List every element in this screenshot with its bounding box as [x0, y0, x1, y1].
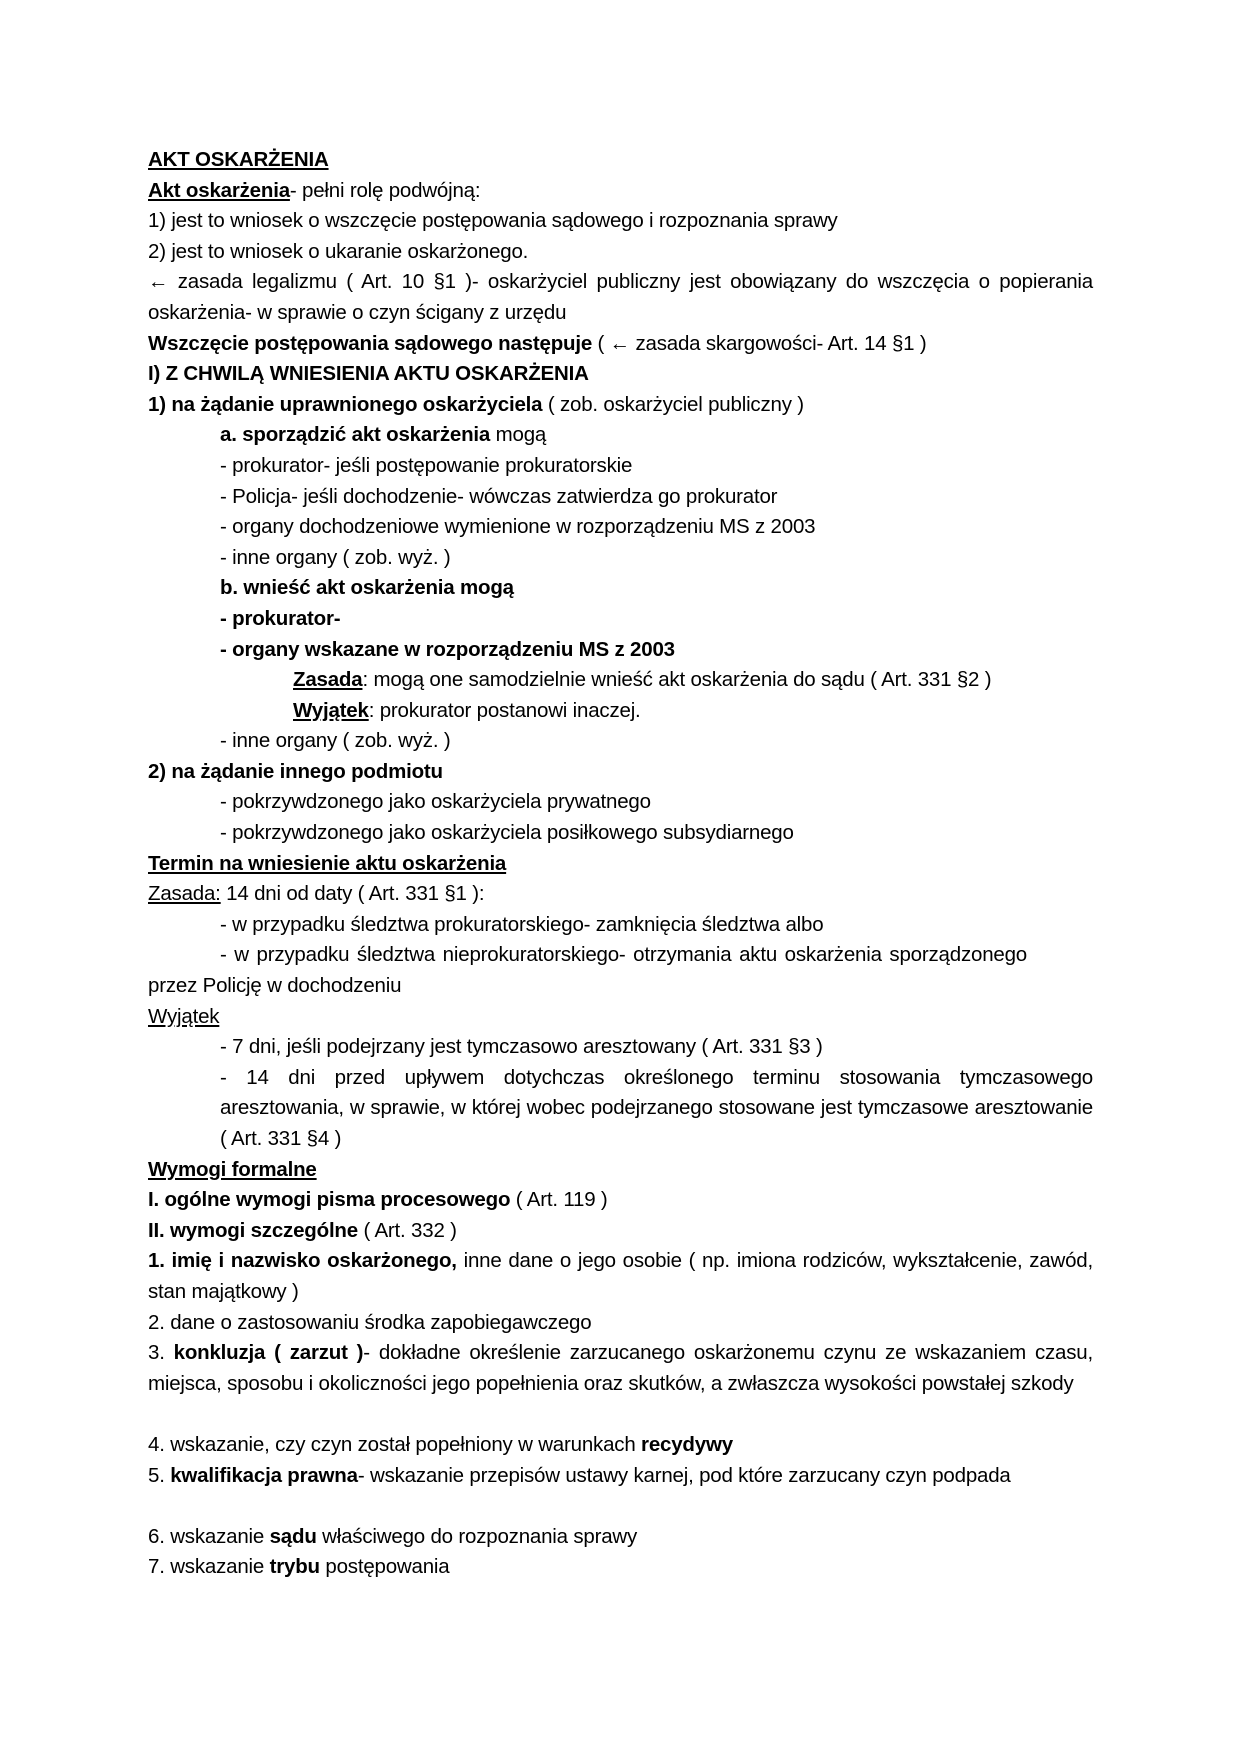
requirement-7-rest: postępowania	[319, 1555, 450, 1579]
requirement-6-bold: sądu	[269, 1524, 317, 1548]
requirement-5	[148, 1461, 1093, 1522]
intro-term: Akt oskarżenia	[148, 178, 290, 202]
wymogi-general	[148, 1185, 1093, 1216]
intro-rest: - pełni rolę podwójną:	[289, 178, 481, 202]
termin-zasada-line	[148, 879, 1093, 910]
termin-item2a: - w przypadku śledztwa nieprokuratorskiego- otrzymania aktu oskarżenia sporządzonego	[220, 943, 1027, 967]
wymogi-heading: Wymogi formalne	[148, 1157, 317, 1181]
list-item: - 14 dni przed upływem dotychczas określonego terminu stosowania tymczasowego aresztowania, w sprawie, w której wobec podejrzanego stosowane jest tymczasowe aresztowanie ( Art. 331 §4 )	[220, 1065, 1093, 1150]
section1-heading: I) Z CHWILĄ WNIESIENIA AKTU OSKARŻENIA	[148, 362, 589, 386]
requirement-6-rest: właściwego do rozpoznania sprawy	[316, 1524, 638, 1548]
list-item: - 7 dni, jeśli podejrzany jest tymczasowo aresztowany ( Art. 331 §3 )	[220, 1035, 823, 1059]
wszczecie-line	[148, 329, 1093, 360]
list-item: - prokurator- jeśli postępowanie prokuratorskie	[220, 453, 633, 477]
requirement-2: 2. dane o zastosowaniu środka zapobiegawczego	[148, 1310, 592, 1334]
requirement-4	[148, 1430, 1093, 1461]
zasada-line	[148, 665, 1093, 696]
list-item: - organy dochodzeniowe wymienione w rozporządzeniu MS z 2003	[220, 515, 816, 539]
requirement-5-pre: 5.	[148, 1463, 171, 1487]
list-item: - Policja- jeśli dochodzenie- wówczas zatwierdza go prokurator	[220, 484, 778, 508]
subpoint-a-rest: mogą	[490, 423, 547, 447]
wymogi-general-bold: I. ogólne wymogi pisma procesowego	[148, 1188, 511, 1212]
requirement-4-bold: recydywy	[641, 1432, 733, 1456]
wymogi-general-rest: ( Art. 119 )	[510, 1188, 608, 1212]
list-item: - prokurator-	[220, 606, 341, 630]
point1-rest: ( zob. oskarżyciel publiczny )	[542, 392, 804, 416]
wyjatek-label: Wyjątek	[293, 698, 369, 722]
wymogi-special-rest: ( Art. 332 )	[357, 1218, 457, 1242]
requirement-5-bold: kwalifikacja prawna	[170, 1463, 358, 1487]
list-item: - organy wskazane w rozporządzeniu MS z 2003	[220, 637, 675, 661]
subpoint-a-bold: a. sporządzić akt oskarżenia	[220, 423, 491, 447]
subpoint-b-heading: b. wnieść akt oskarżenia mogą	[220, 576, 514, 600]
requirement-6	[148, 1522, 1093, 1553]
intro-line	[148, 176, 1093, 207]
list-item: - pokrzywdzonego jako oskarżyciela prywatnego	[220, 790, 651, 814]
wyjatek-line	[148, 696, 1093, 727]
subpoint-a	[148, 420, 1093, 451]
requirement-7-pre: 7. wskazanie	[148, 1555, 270, 1579]
zasada-text: : mogą one samodzielnie wnieść akt oskarżenia do sądu ( Art. 331 §2 )	[362, 668, 992, 692]
legalizm-paragraph: ← zasada legalizmu ( Art. 10 §1 )- oskarżyciel publiczny jest obowiązany do wszczęcia o popierania oskarżenia- w sprawie o czyn ścigany z urzędu	[148, 270, 1093, 324]
list-item: - w przypadku śledztwa prokuratorskiego- zamknięcia śledztwa albo	[220, 912, 824, 936]
section1-point1	[148, 390, 1093, 421]
list-item: - pokrzywdzonego jako oskarżyciela posiłkowego subsydiarnego	[220, 821, 794, 845]
point1-bold: 1) na żądanie uprawnionego oskarżyciela	[148, 392, 543, 416]
list-item: - inne organy ( zob. wyż. )	[220, 729, 451, 753]
requirement-5-rest: - wskazanie przepisów ustawy karnej, pod które zarzucany czyn podpada	[357, 1463, 1011, 1487]
requirement-3-bold: konkluzja ( zarzut )	[173, 1341, 364, 1365]
intro-item-1: 1) jest to wniosek o wszczęcie postępowania sądowego i rozpoznania sprawy	[148, 209, 838, 233]
requirement-1	[148, 1246, 1093, 1307]
section1-point2: 2) na żądanie innego podmiotu	[148, 759, 443, 783]
requirement-7-bold: trybu	[269, 1555, 320, 1579]
wszczecie-bold: Wszczęcie postępowania sądowego następuje	[148, 331, 593, 355]
document-page	[148, 145, 1093, 1583]
intro-item-2: 2) jest to wniosek o ukaranie oskarżonego.	[148, 239, 529, 263]
termin-wyjatek-label: Wyjątek	[148, 1004, 220, 1028]
termin-heading: Termin na wniesienie aktu oskarżenia	[148, 851, 507, 875]
zasada-label: Zasada	[293, 668, 363, 692]
requirement-3	[148, 1338, 1093, 1430]
termin-item2b: przez Policję w dochodzeniu	[148, 974, 402, 998]
wyjatek-text: : prokurator postanowi inaczej.	[368, 698, 641, 722]
wymogi-special-bold: II. wymogi szczególne	[148, 1218, 358, 1242]
requirement-4-pre: 4. wskazanie, czy czyn został popełniony w warunkach	[148, 1432, 642, 1456]
document-title: AKT OSKARŻENIA	[148, 148, 329, 171]
list-item	[148, 940, 1093, 1001]
requirement-3-rest: - dokładne określenie zarzucanego oskarżonemu czynu ze wskazaniem czasu, miejsca, sposobu i okoliczności jego popełnienia oraz skutków, a zwłaszcza wysokości powstałej szkody	[148, 1341, 1093, 1395]
termin-zasada-text: 14 dni od daty ( Art. 331 §1 ):	[220, 882, 485, 906]
requirement-7	[148, 1552, 1093, 1583]
requirement-1-rest: inne dane o jego osobie ( np. imiona rodziców, wykształcenie, zawód, stan majątkowy )	[148, 1249, 1093, 1303]
list-item: - inne organy ( zob. wyż. )	[220, 545, 451, 569]
requirement-1-bold: 1. imię i nazwisko oskarżonego,	[148, 1249, 457, 1273]
requirement-3-pre: 3.	[148, 1341, 174, 1365]
termin-zasada-label: Zasada:	[148, 882, 221, 906]
wszczecie-rest: ( ← zasada skargowości- Art. 14 §1 )	[592, 331, 927, 355]
requirement-6-pre: 6. wskazanie	[148, 1524, 270, 1548]
wymogi-special	[148, 1216, 1093, 1247]
